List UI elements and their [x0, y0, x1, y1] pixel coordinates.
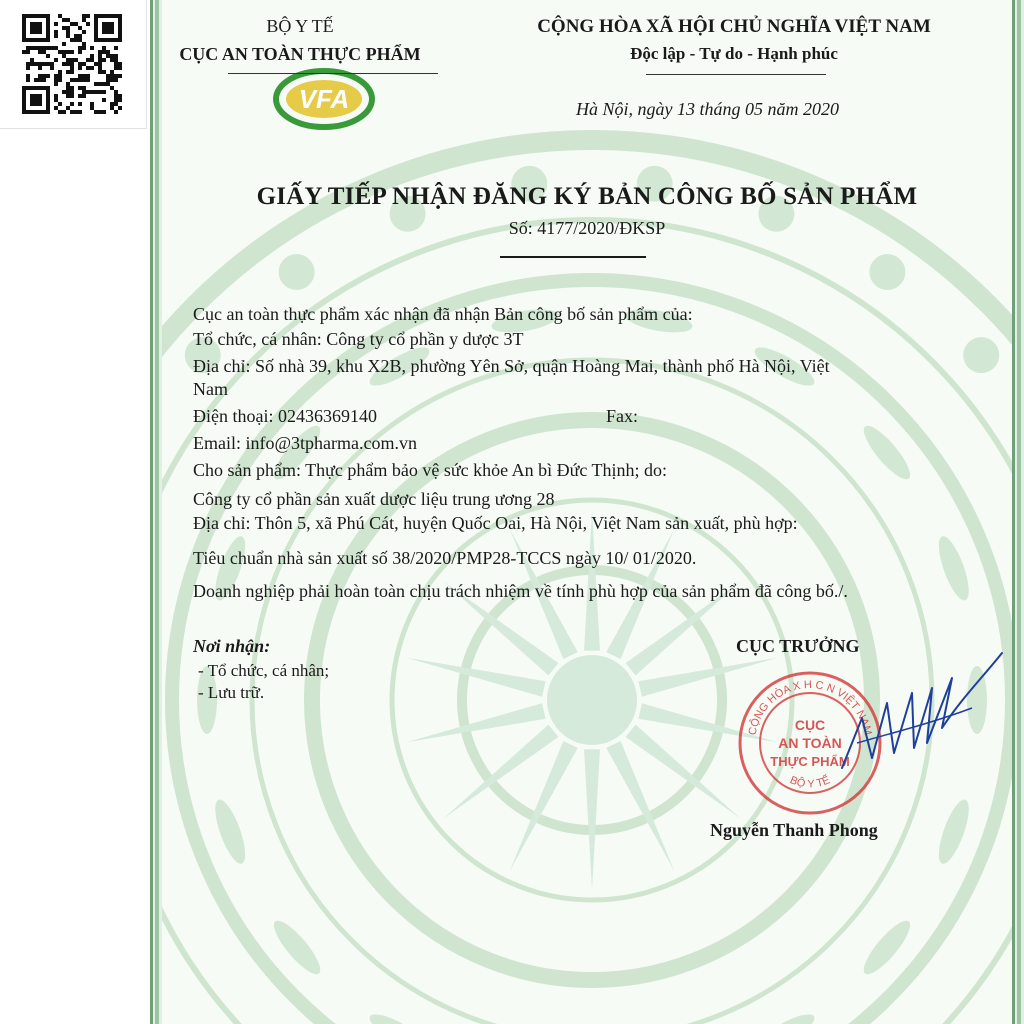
recipient-item: - Lưu trữ.	[198, 683, 265, 702]
handwritten-signature	[802, 648, 1012, 788]
body-responsibility: Doanh nghiệp phải hoàn toàn chịu trách nhiệm về tính phù hợp của sản phẩm đã công bố./.	[193, 581, 848, 601]
national-motto: Độc lập - Tự do - Hạnh phúc	[630, 44, 838, 63]
body-address-line-1: Địa chỉ: Số nhà 39, khu X2B, phường Yên Sở, quận Hoàng Mai, thành phố Hà Nội, Việt	[193, 356, 830, 376]
body-organization: Tổ chức, cá nhân: Công ty cổ phần y dược 3T	[193, 329, 524, 349]
issue-date: Hà Nội, ngày 13 tháng 05 năm 2020	[576, 99, 839, 119]
header-left-underline	[228, 73, 438, 74]
body-email: Email: info@3tpharma.com.vn	[193, 433, 418, 453]
certificate-border-left	[150, 0, 162, 1024]
recipient-item: - Tổ chức, cá nhân;	[198, 661, 330, 680]
body-manufacturer: Công ty cổ phần sản xuất dược liệu trung ương 28	[193, 489, 555, 509]
certificate-border-right	[1012, 0, 1024, 1024]
republic-name: CỘNG HÒA XÃ HỘI CHỦ NGHĨA VIỆT NAM	[537, 16, 931, 37]
stamp-inner-text: CỤC	[794, 717, 826, 733]
body-manufacturer-address: Địa chỉ: Thôn 5, xã Phú Cát, huyện Quốc Oai, Hà Nội, Việt Nam sản xuất, phù hợp:	[193, 513, 798, 533]
department-name: CỤC AN TOÀN THỰC PHẨM	[179, 44, 421, 64]
body-product: Cho sản phẩm: Thực phẩm bảo vệ sức khỏe An bì Đức Thịnh; do:	[193, 460, 668, 480]
vfa-logo-text: VFA	[298, 84, 350, 114]
ministry-name: BỘ Y TẾ	[266, 16, 334, 36]
qr-code-icon	[22, 14, 122, 114]
signer-name: Nguyễn Thanh Phong	[710, 820, 878, 840]
stamp-outer-text: CỘNG HÒA X H C N VIỆT NAM	[746, 678, 874, 737]
signer-title: CỤC TRƯỞNG	[736, 636, 860, 656]
qr-code-panel	[0, 0, 147, 129]
vfa-logo-icon	[272, 64, 382, 134]
title-underline	[500, 256, 646, 258]
body-phone: Điện thoại: 02436369140	[193, 406, 377, 426]
certificate-paper	[162, 0, 1012, 1024]
stamp-inner-text: AN TOÀN	[778, 735, 842, 751]
stamp-inner-text: THỰC PHẨM	[770, 754, 850, 769]
body-address-line-2: Nam	[193, 379, 228, 399]
stamp-bottom-text: BỘ Y TẾ	[788, 774, 832, 791]
drum-pattern-watermark	[162, 0, 1012, 1024]
body-intro: Cục an toàn thực phẩm xác nhận đã nhận Bản công bố sản phẩm của:	[193, 304, 693, 324]
document-number: Số: 4177/2020/ĐKSP	[508, 218, 666, 238]
document-title: GIẤY TIẾP NHẬN ĐĂNG KÝ BẢN CÔNG BỐ SẢN PHẨM	[256, 183, 918, 210]
body-standard: Tiêu chuẩn nhà sản xuất số 38/2020/PMP28-TCCS ngày 10/ 01/2020.	[193, 548, 697, 568]
body-fax: Fax:	[606, 406, 639, 426]
header-right-underline	[646, 74, 826, 75]
recipients-title: Nơi nhận:	[193, 636, 271, 656]
